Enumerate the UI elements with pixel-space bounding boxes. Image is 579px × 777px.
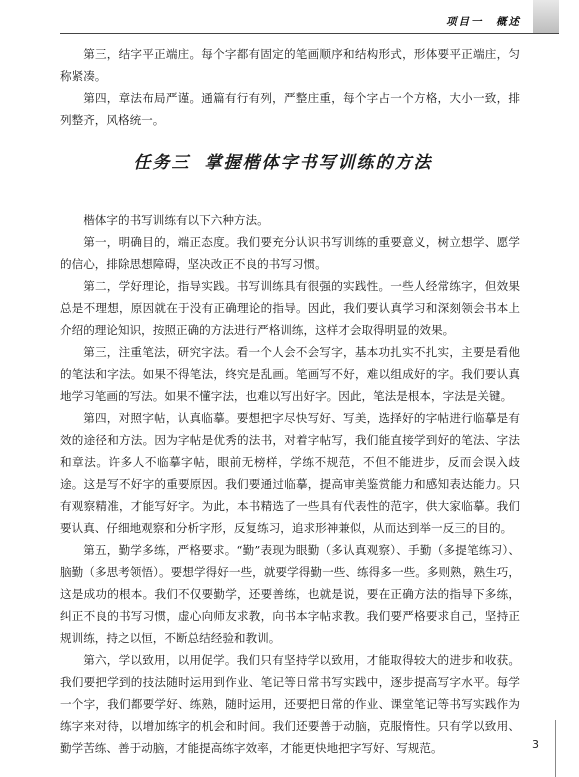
continued-text-block xyxy=(60,43,520,131)
section-number: 任务三 xyxy=(133,153,191,173)
header-rule xyxy=(60,33,559,34)
page-edge-line xyxy=(555,720,556,777)
header-tab-marker xyxy=(533,0,559,33)
page-number: 3 xyxy=(532,738,539,751)
page-header xyxy=(0,0,579,36)
paragraph: 第三，结字平正端庄。每个字都有固定的笔画顺序和结构形式，形体要平正端庄，匀称紧凑。 xyxy=(60,47,520,83)
section-title-text: 掌握楷体字书写训练的方法 xyxy=(204,153,433,173)
section-heading xyxy=(60,148,520,173)
section-body xyxy=(60,209,520,759)
paragraph-method-4: 第四，对照字帖，认真临摹。要想把字尽快写好、写美，选择好的字帖进行临摹是有效的途径和方法。因为字帖是优秀的法书，对着字帖写，我们能直接学到好的笔法、字法和章法。许多人不临摹字帖，眼前无榜样，学练不规范，不但不能进步，反而会误入歧途。这是写不好字的重要原因。我们要通过临摹，提高审美鉴赏能力和感知表达能力。只有观察精准，才能写好字。为此，本书精选了一些具有代表性的范字，供大家临摹。我们要认真、仔细地观察和分析字形，反复练习，追求形神兼似，从而达到举一反三的目的。 xyxy=(60,411,520,535)
paragraph-method-5: 第五，勤学多练，严格要求。“勤”表现为眼勤（多认真观察）、手勤（多提笔练习）、脑勤（多思考领悟）。要想学得好一些，就要学得勤一些、练得多一些。多则熟，熟生巧，这是成功的根本。我们不仅要勤学，还要善练，也就是说，要在正确方法的指导下多练，纠正不良的书写习惯，虚心向师友求教，向书本字帖求教。我们要严格要求自己，坚持正规训练，持之以恒，不断总结经验和教训。 xyxy=(60,543,520,645)
paragraph-method-3: 第三，注重笔法，研究字法。看一个人会不会写字，基本功扎实不扎实，主要是看他的笔法和字法。如果不得笔法，终究是乱画。笔画写不好，难以组成好的字。我们要认真地学习笔画的写法。如果不懂字法，也难以写出好字。因此，笔法是根本，字法是关键。 xyxy=(60,345,520,403)
paragraph-intro: 楷体字的书写训练有以下六种方法。 xyxy=(83,213,269,227)
paragraph: 第四，章法布局严谨。通篇有行有列，严整庄重，每个字占一个方格，大小一致，排列整齐，风格统一。 xyxy=(60,91,520,127)
paragraph-method-1: 第一，明确目的，端正态度。我们要充分认识书写训练的重要意义，树立想学、愿学的信心，排除思想障碍，坚决改正不良的书写习惯。 xyxy=(60,235,520,271)
paragraph-method-6: 第六，学以致用，以用促学。我们只有坚持学以致用，才能取得较大的进步和收获。我们要把学到的技法随时运用到作业、笔记等日常书写实践中，逐步提高写字水平。每学一个字，我们都要学好、练熟，随时运用，还要把日常的作业、课堂笔记等书写实践作为练字来对待，以增加练字的机会和时间。我们还要善于动脑，克服惰性。只有学以致用、勤学苦练、善于动脑，才能提高练字效率，才能更快地把字写好、写规范。 xyxy=(60,653,520,755)
paragraph-method-2: 第二，学好理论，指导实践。书写训练具有很强的实践性。一些人经常练字，但效果总是不理想，原因就在于没有正确理论的指导。因此，我们要认真学习和深刻领会书本上介绍的理论知识，按照正确的方法进行严格训练，这样才会取得明显的效果。 xyxy=(60,279,520,337)
running-head-title: 项目一 概述 xyxy=(446,16,521,28)
